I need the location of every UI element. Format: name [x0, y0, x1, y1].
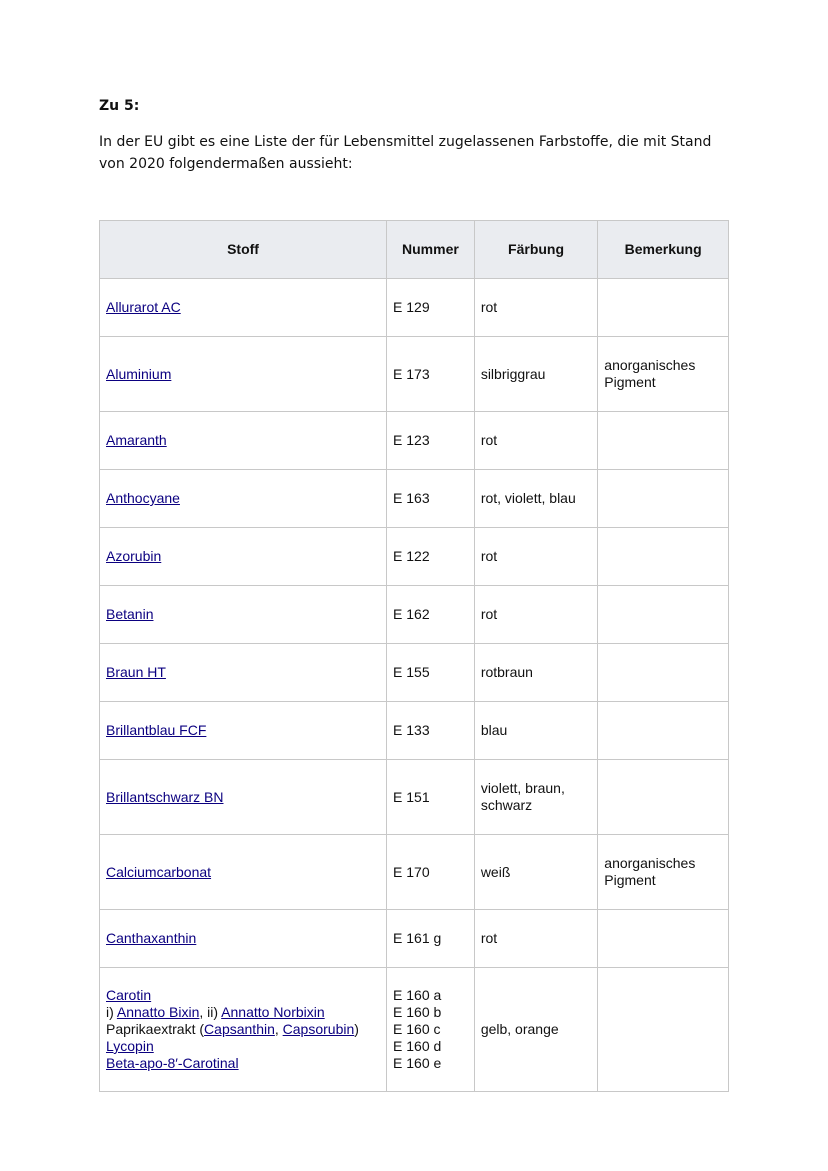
paprika-prefix: Paprikaextrakt ( — [106, 1021, 205, 1037]
cell-nummer: E 151 — [387, 760, 475, 835]
cell-nummer: E 161 g — [387, 910, 475, 968]
table-body — [100, 279, 729, 1092]
table-header-row — [100, 221, 729, 279]
cell-stoff — [100, 644, 387, 702]
intro-paragraph: In der EU gibt es eine Liste der für Lebensmittel zugelassenen Farbstoffe, die mit Stand von 2020 folgendermaßen aussieht: — [99, 134, 712, 172]
table-row — [100, 470, 729, 528]
nummer-e160e: E 160 e — [393, 1055, 442, 1071]
cell-faerbung-carotin: gelb, orange — [474, 968, 597, 1092]
substance-link[interactable]: Calciumcarbonat — [106, 863, 212, 880]
cell-bemerkung — [598, 412, 729, 470]
cell-stoff-carotin — [100, 968, 387, 1092]
substance-link[interactable]: Braun HT — [106, 664, 166, 680]
carotin-separator: , ii) — [199, 1004, 222, 1020]
cell-bemerkung — [598, 528, 729, 586]
cell-bemerkung — [598, 644, 729, 702]
cell-stoff — [100, 528, 387, 586]
substance-link[interactable]: Azorubin — [106, 548, 162, 564]
cell-bemerkung: anorganisches Pigment — [598, 337, 729, 412]
table-row — [100, 910, 729, 968]
cell-faerbung: rot — [474, 279, 597, 337]
table-row — [100, 760, 729, 835]
cell-stoff — [100, 702, 387, 760]
nummer-e160a: E 160 a — [393, 987, 442, 1003]
nummer-e160d: E 160 d — [393, 1038, 442, 1054]
cell-nummer: E 129 — [387, 279, 475, 337]
header-nummer: Nummer — [387, 221, 475, 279]
cell-faerbung: blau — [474, 702, 597, 760]
table-row — [100, 835, 729, 910]
link-beta-apo-carotinal[interactable]: Beta-apo-8′-Carotinal — [106, 1055, 239, 1071]
cell-stoff — [100, 470, 387, 528]
table-row — [100, 702, 729, 760]
cell-stoff — [100, 279, 387, 337]
food-colorants-table — [99, 220, 729, 1092]
cell-nummer: E 123 — [387, 412, 475, 470]
substance-link[interactable]: Anthocyane — [106, 490, 180, 506]
cell-nummer: E 155 — [387, 644, 475, 702]
cell-faerbung: weiß — [474, 835, 597, 910]
cell-nummer: E 162 — [387, 586, 475, 644]
cell-bemerkung — [598, 910, 729, 968]
header-stoff: Stoff — [100, 221, 387, 279]
cell-stoff — [100, 760, 387, 835]
cell-bemerkung — [598, 702, 729, 760]
cell-nummer: E 133 — [387, 702, 475, 760]
substance-link[interactable]: Canthaxanthin — [106, 930, 197, 946]
cell-faerbung: rot — [474, 586, 597, 644]
substance-link[interactable]: Aluminium — [106, 365, 172, 382]
cell-faerbung: silbriggrau — [474, 337, 597, 412]
link-annatto-bixin[interactable]: Annatto Bixin — [116, 1004, 200, 1020]
cell-bemerkung-carotin — [598, 968, 729, 1092]
cell-nummer-carotin — [387, 968, 475, 1092]
cell-nummer: E 122 — [387, 528, 475, 586]
cell-nummer: E 170 — [387, 835, 475, 910]
cell-nummer: E 173 — [387, 337, 475, 412]
cell-faerbung: violett, braun, schwarz — [474, 760, 597, 835]
substance-link[interactable]: Betanin — [106, 606, 154, 622]
cell-nummer: E 163 — [387, 470, 475, 528]
table-row — [100, 337, 729, 412]
cell-bemerkung — [598, 586, 729, 644]
link-carotin[interactable]: Carotin — [106, 987, 152, 1003]
cell-stoff — [100, 586, 387, 644]
table-row — [100, 644, 729, 702]
cell-faerbung: rot, violett, blau — [474, 470, 597, 528]
cell-faerbung: rotbraun — [474, 644, 597, 702]
table-row — [100, 279, 729, 337]
table-row-carotin — [100, 968, 729, 1092]
paprika-separator: , — [274, 1021, 283, 1037]
cell-stoff — [100, 835, 387, 910]
cell-bemerkung — [598, 470, 729, 528]
link-capsorubin[interactable]: Capsorubin — [282, 1021, 355, 1037]
table-row — [100, 412, 729, 470]
substance-link[interactable]: Allurarot AC — [106, 299, 181, 315]
cell-faerbung: rot — [474, 910, 597, 968]
cell-bemerkung — [598, 279, 729, 337]
section-heading: Zu 5: — [99, 98, 140, 114]
substance-link[interactable]: Brillantblau FCF — [106, 722, 207, 738]
cell-stoff — [100, 337, 387, 412]
cell-stoff — [100, 412, 387, 470]
nummer-e160b: E 160 b — [393, 1004, 442, 1020]
link-capsanthin[interactable]: Capsanthin — [204, 1021, 275, 1037]
paprika-suffix: ) — [354, 1021, 359, 1037]
substance-link[interactable]: Amaranth — [106, 432, 167, 448]
nummer-e160c: E 160 c — [393, 1021, 441, 1037]
cell-faerbung: rot — [474, 412, 597, 470]
link-lycopin[interactable]: Lycopin — [106, 1038, 154, 1054]
header-faerbung: Färbung — [474, 221, 597, 279]
link-annatto-norbixin[interactable]: Annatto Norbixin — [221, 1004, 325, 1020]
table-row — [100, 586, 729, 644]
cell-bemerkung: anorganisches Pigment — [598, 835, 729, 910]
carotin-prefix: i) — [106, 1004, 117, 1020]
cell-stoff — [100, 910, 387, 968]
substance-link[interactable]: Brillantschwarz BN — [106, 788, 224, 805]
cell-bemerkung — [598, 760, 729, 835]
table-row — [100, 528, 729, 586]
header-bemerkung: Bemerkung — [598, 221, 729, 279]
cell-faerbung: rot — [474, 528, 597, 586]
